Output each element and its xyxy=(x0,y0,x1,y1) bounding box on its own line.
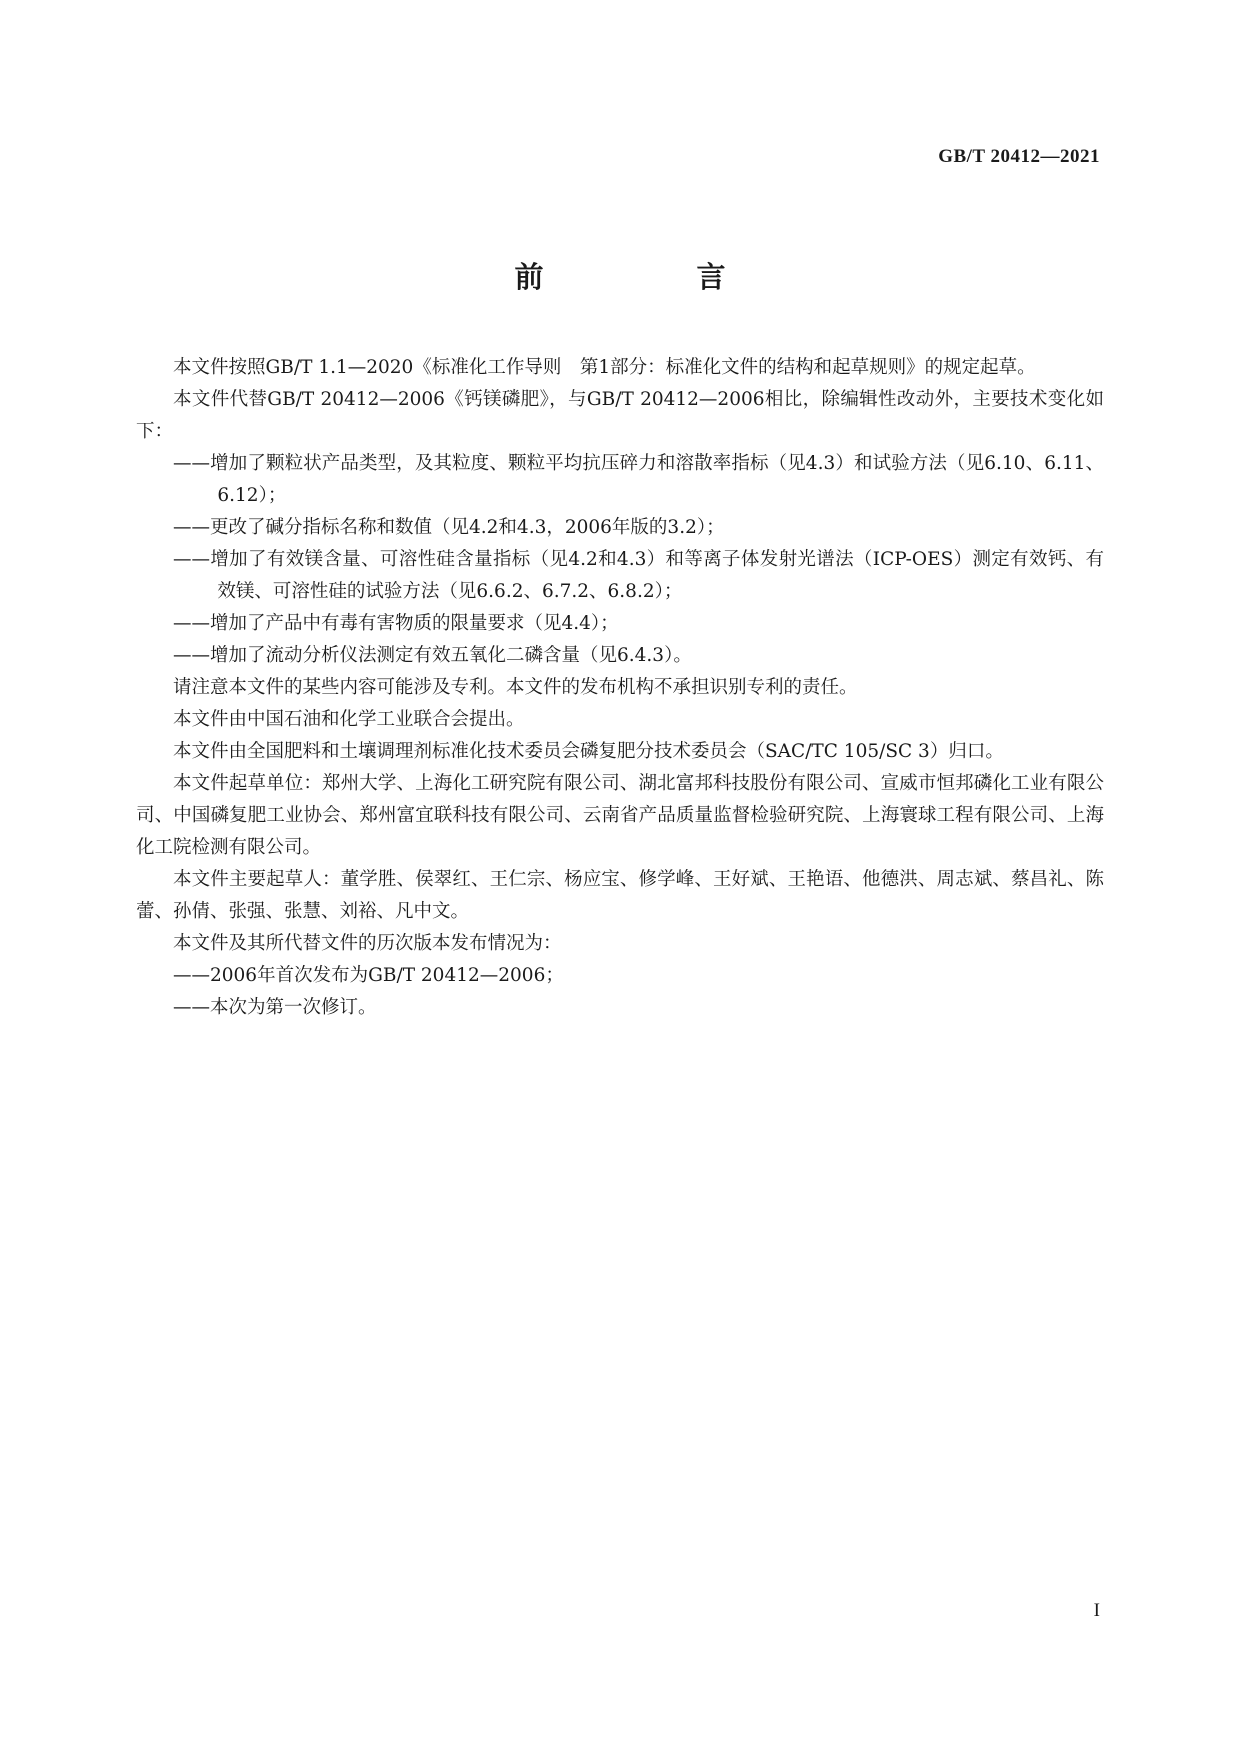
paragraph-drafting-rules: 本文件按照GB/T 1.1—2020《标准化工作导则 第1部分：标准化文件的结构和起草规则》的规定起草。 xyxy=(173,357,1036,378)
change-item-magnesium-silicon: ——增加了有效镁含量、可溶性硅含量指标（见4.2和4.3）和等离子体发射光谱法（ICP-OES）测定有效钙、有效镁、可溶性硅的试验方法（见6.6.2、6.7.2、6.8.2）； xyxy=(173,549,1104,602)
change-item-granular: ——增加了颗粒状产品类型，及其粒度、颗粒平均抗压碎力和溶散率指标（见4.3）和试验方法（见6.10、6.11、6.12）； xyxy=(173,453,1104,506)
paragraph-history-intro: 本文件及其所代替文件的历次版本发布情况为： xyxy=(173,933,562,954)
foreword-body xyxy=(136,352,1104,1024)
standard-code: GB/T 20412—2021 xyxy=(938,146,1100,167)
page-title: 前 言 xyxy=(514,260,788,294)
page-number: I xyxy=(1093,1600,1100,1621)
paragraph-proposer: 本文件由中国石油和化学工业联合会提出。 xyxy=(173,709,525,730)
paragraph-drafters: 本文件主要起草人：董学胜、侯翠红、王仁宗、杨应宝、修学峰、王好斌、王艳语、他德洪、周志斌、蔡昌礼、陈蕾、孙倩、张强、张慧、刘裕、凡中文。 xyxy=(136,869,1104,922)
paragraph-replacement: 本文件代替GB/T 20412—2006《钙镁磷肥》，与GB/T 20412—2006相比，除编辑性改动外，主要技术变化如下： xyxy=(136,389,1104,442)
change-item-alkali: ——更改了碱分指标名称和数值（见4.2和4.3，2006年版的3.2）； xyxy=(173,517,725,538)
change-item-toxic-limits: ——增加了产品中有毒有害物质的限量要求（见4.4）； xyxy=(173,613,619,634)
paragraph-drafting-units: 本文件起草单位：郑州大学、上海化工研究院有限公司、湖北富邦科技股份有限公司、宣威市恒邦磷化工业有限公司、中国磷复肥工业协会、郑州富宜联科技有限公司、云南省产品质量监督检验研究院、上海寰球工程有限公司、上海化工院检测有限公司。 xyxy=(136,773,1104,858)
paragraph-committee: 本文件由全国肥料和土壤调理剂标准化技术委员会磷复肥分技术委员会（SAC/TC 105/SC 3）归口。 xyxy=(173,741,1004,762)
paragraph-patent-notice: 请注意本文件的某些内容可能涉及专利。本文件的发布机构不承担识别专利的责任。 xyxy=(173,677,858,698)
history-item-revision: ——本次为第一次修订。 xyxy=(173,997,377,1018)
history-item-first-release: ——2006年首次发布为GB/T 20412—2006； xyxy=(173,965,564,986)
change-item-flow-analysis: ——增加了流动分析仪法测定有效五氧化二磷含量（见6.4.3）。 xyxy=(173,645,692,666)
